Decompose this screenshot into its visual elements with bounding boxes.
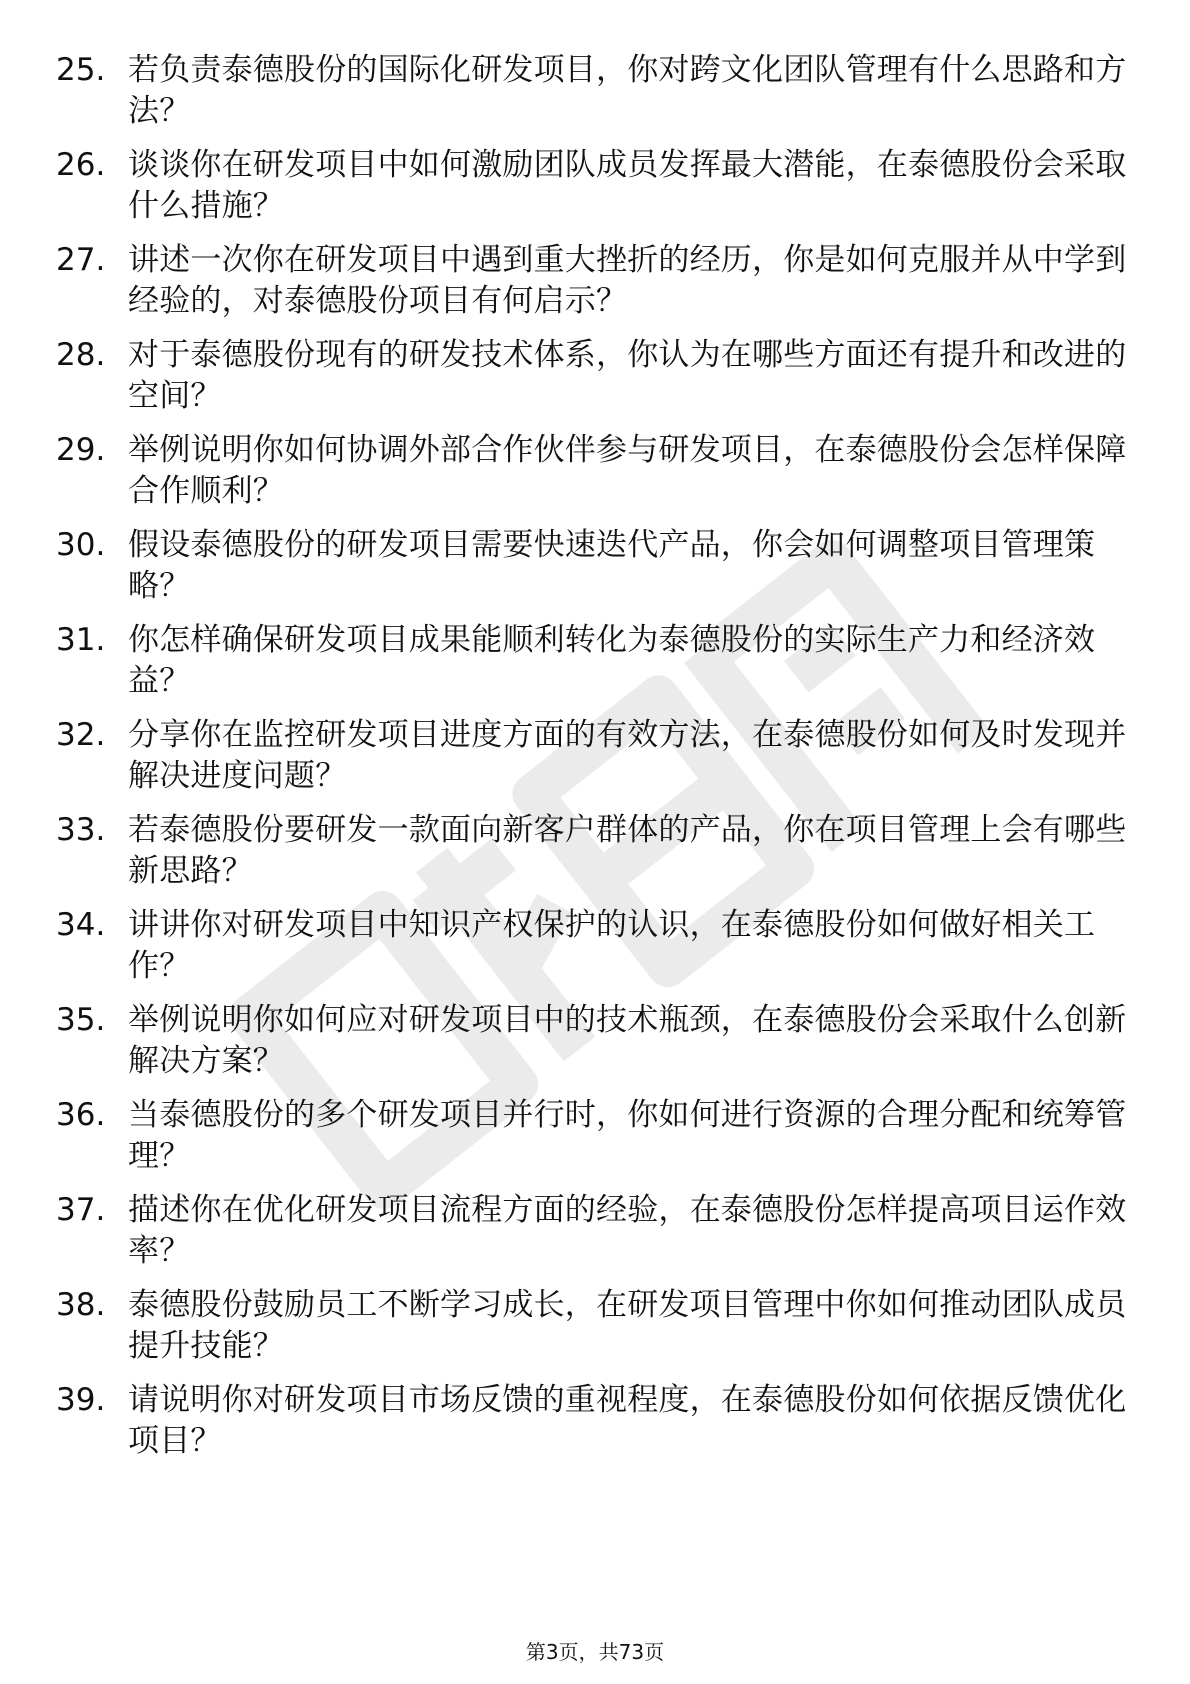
- question-item-32: [56, 715, 1136, 810]
- question-item-28: [56, 335, 1136, 430]
- question-list: [56, 50, 1136, 1475]
- question-text: 你怎样确保研发项目成果能顺利转化为泰德股份的实际生产力和经济效益？: [128, 622, 1096, 699]
- question-text: 若负责泰德股份的国际化研发项目，你对跨文化团队管理有什么思路和方法？: [128, 52, 1127, 129]
- question-number: 30.: [56, 527, 106, 563]
- question-text: 假设泰德股份的研发项目需要快速迭代产品，你会如何调整项目管理策略？: [128, 527, 1096, 604]
- question-text: 讲述一次你在研发项目中遇到重大挫折的经历，你是如何克服并从中学到经验的，对泰德股份项目有何启示？: [128, 242, 1127, 319]
- question-item-29: [56, 430, 1136, 525]
- question-item-38: [56, 1285, 1136, 1380]
- question-text: 讲讲你对研发项目中知识产权保护的认识，在泰德股份如何做好相关工作？: [128, 907, 1096, 984]
- question-item-27: [56, 240, 1136, 335]
- question-text: 描述你在优化研发项目流程方面的经验，在泰德股份怎样提高项目运作效率？: [128, 1192, 1127, 1269]
- question-number: 32.: [56, 717, 106, 753]
- question-text: 分享你在监控研发项目进度方面的有效方法，在泰德股份如何及时发现并解决进度问题？: [128, 717, 1127, 794]
- question-number: 28.: [56, 337, 106, 373]
- question-number: 35.: [56, 1002, 106, 1038]
- question-text: 若泰德股份要研发一款面向新客户群体的产品，你在项目管理上会有哪些新思路？: [128, 812, 1127, 889]
- question-text: 举例说明你如何协调外部合作伙伴参与研发项目，在泰德股份会怎样保障合作顺利？: [128, 432, 1127, 509]
- question-item-33: [56, 810, 1136, 905]
- question-item-34: [56, 905, 1136, 1000]
- question-text: 请说明你对研发项目市场反馈的重视程度，在泰德股份如何依据反馈优化项目？: [128, 1382, 1127, 1459]
- question-text: 对于泰德股份现有的研发技术体系，你认为在哪些方面还有提升和改进的空间？: [128, 337, 1127, 414]
- question-number: 36.: [56, 1097, 106, 1133]
- question-text: 举例说明你如何应对研发项目中的技术瓶颈，在泰德股份会采取什么创新解决方案？: [128, 1002, 1127, 1079]
- question-number: 33.: [56, 812, 106, 848]
- question-number: 37.: [56, 1192, 106, 1228]
- question-text: 当泰德股份的多个研发项目并行时，你如何进行资源的合理分配和统筹管理？: [128, 1097, 1127, 1174]
- question-number: 26.: [56, 147, 106, 183]
- question-text: 泰德股份鼓励员工不断学习成长，在研发项目管理中你如何推动团队成员提升技能？: [128, 1287, 1127, 1364]
- question-item-39: [56, 1380, 1136, 1475]
- question-number: 29.: [56, 432, 106, 468]
- question-item-35: [56, 1000, 1136, 1095]
- question-number: 38.: [56, 1287, 106, 1323]
- question-item-25: [56, 50, 1136, 145]
- question-number: 39.: [56, 1382, 106, 1418]
- question-number: 31.: [56, 622, 106, 658]
- page-number-footer: 第3页，共73页: [525, 1640, 665, 1664]
- question-number: 27.: [56, 242, 106, 278]
- question-text: 谈谈你在研发项目中如何激励团队成员发挥最大潜能，在泰德股份会采取什么措施？: [128, 147, 1127, 224]
- question-item-36: [56, 1095, 1136, 1190]
- question-item-26: [56, 145, 1136, 240]
- question-number: 34.: [56, 907, 106, 943]
- question-item-37: [56, 1190, 1136, 1285]
- question-item-31: [56, 620, 1136, 715]
- question-item-30: [56, 525, 1136, 620]
- question-number: 25.: [56, 52, 106, 88]
